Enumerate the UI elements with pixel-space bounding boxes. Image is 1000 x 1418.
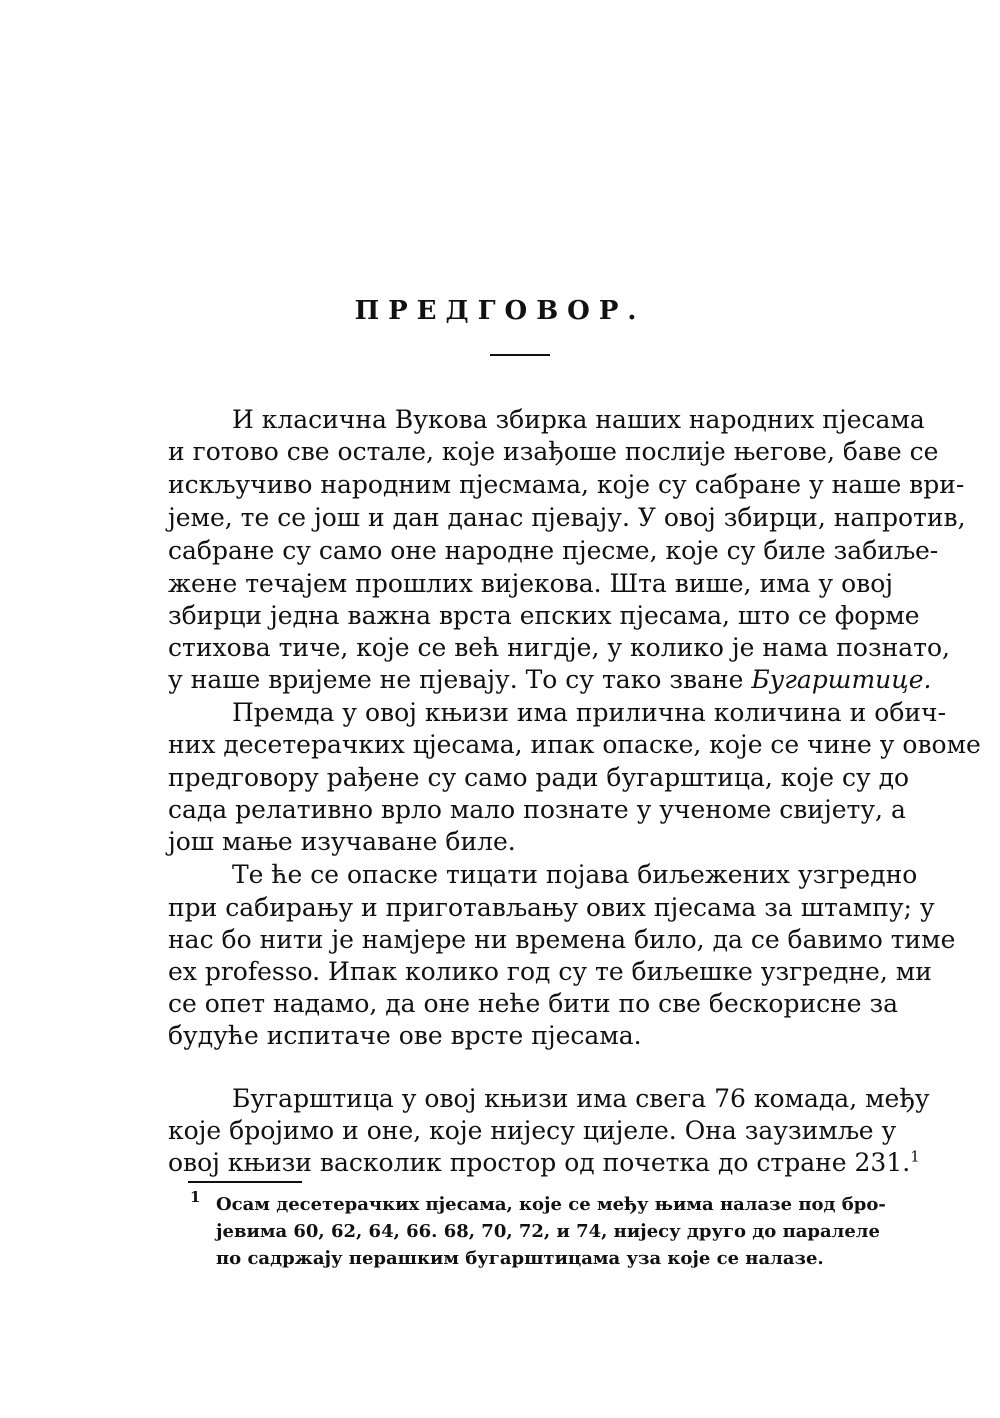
text-line: жене течајем прошлих вијекова. Шта више, има у овој (168, 569, 893, 598)
text-line: се опет надамо, да оне неће бити по све бескорисне за (168, 989, 899, 1018)
page-title: ПРЕДГОВОР. (354, 296, 646, 326)
footnote-reference: 1 (910, 1147, 920, 1166)
text-line: Премда у овој књизи има прилична количина и обич- (232, 698, 947, 727)
footnote-mark: 1 (190, 1188, 201, 1206)
footnote-line: по садржају перашким бугарштицама уза које се налазе. (216, 1248, 824, 1269)
text-line: јеме, те се још и дан данас пјевају. У овој збирци, напротив, (168, 503, 966, 532)
text-span: у наше вријеме не пјевају. То су тако зване (168, 665, 752, 694)
text-line: ex professo. Ипак колико год су те биљешке узгредне, ми (168, 957, 932, 986)
text-line: Те ће се опаске тицати појава биљежених узгредно (232, 860, 918, 889)
text-line: сабране су само оне народне пјесме, које су биле забиље- (168, 536, 939, 565)
text-line: још мање изучаване биле. (168, 827, 516, 856)
footnote-divider (188, 1181, 302, 1183)
text-line: искључиво народним пјесмама, које су сабране у наше ври- (168, 470, 965, 499)
text-line: Бугарштица у овој књизи има свега 76 комада, међу (232, 1084, 930, 1113)
text-span: овој књизи васколик простор од почетка до стране 231. (168, 1148, 911, 1177)
text-line: које бројимо и оне, које нијесу цијеле. Она заузимље у (168, 1116, 897, 1145)
text-line: збирци једна важна врста епских пјесама, што се форме (168, 601, 920, 630)
text-line: при сабирању и приготављању ових пјесама за штампу; у (168, 893, 935, 922)
text-line: стихова тиче, које се већ нигдје, у колико је нама познато, (168, 633, 950, 662)
text-line: будуће испитаче ове врсте пјесама. (168, 1021, 642, 1050)
text-line: нас бо нити је намјере ни времена било, да се бавимо тиме (168, 925, 956, 954)
text-line-with-italic (168, 664, 932, 696)
text-line: и готово све остале, које изађоше послије његове, баве се (168, 437, 939, 466)
footnote-line: јевима 60, 62, 64, 66. 68, 70, 72, и 74, нијесу друго до паралеле (216, 1221, 880, 1242)
text-line: них десетерачких цјесама, ипак опаске, које се чине у овоме (168, 730, 981, 759)
text-line: предговору рађене су само ради бугарштица, које су до (168, 763, 910, 792)
footnote-line: Осам десетерачких пјесама, које се међу њима налазе под бро- (216, 1194, 886, 1215)
title-divider (490, 354, 550, 356)
text-line: И класична Вукова збирка наших народних пјесама (232, 405, 925, 434)
text-line: сада релативно врло мало познате у ученоме свијету, а (168, 795, 906, 824)
italic-term: Бугарштице. (751, 665, 932, 694)
text-line-with-footnote-ref (168, 1147, 920, 1179)
